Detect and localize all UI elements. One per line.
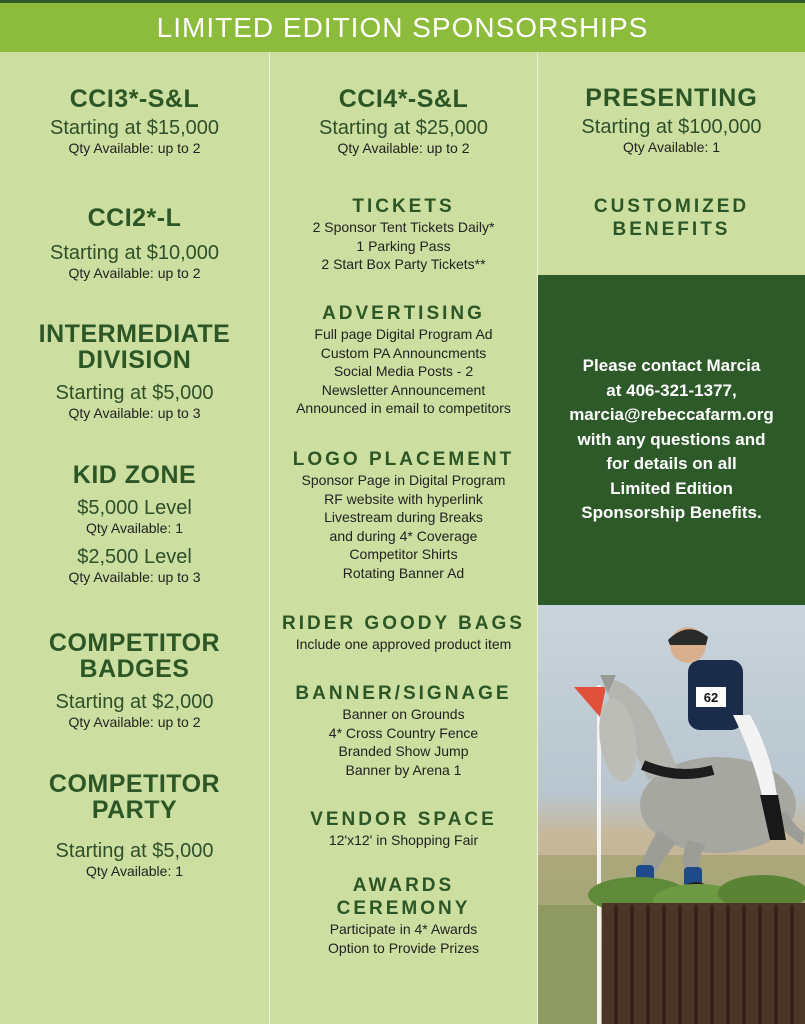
level-price: $5,000 Level: [77, 497, 192, 519]
contact-line: with any questions and: [577, 429, 766, 449]
section-heading: BANNER/SIGNAGE: [295, 683, 512, 704]
sponsor-title: CCI2*-L: [87, 204, 182, 232]
section-banner-signage: [270, 682, 537, 779]
section-item: Option to Provide Prizes: [328, 939, 479, 956]
section-item: Include one approved product item: [295, 636, 512, 652]
level-qty: Qty Available: 1: [85, 520, 184, 536]
sponsor-title-line2: PARTY: [91, 796, 178, 824]
sponsor-price: Starting at $2,000: [55, 691, 214, 713]
section-heading: ADVERTISING: [322, 303, 485, 324]
section-item: Rotating Banner Ad: [342, 564, 465, 581]
section-heading: VENDOR SPACE: [310, 809, 497, 830]
customized-benefits: [538, 195, 805, 241]
benefits-line2: BENEFITS: [612, 219, 731, 240]
section-item: Banner by Arena 1: [345, 761, 462, 778]
section-item: Participate in 4* Awards: [329, 921, 478, 937]
section-heading: TICKETS: [352, 196, 455, 217]
sponsor-qty: Qty Available: 1: [85, 863, 184, 879]
column-left: [0, 52, 269, 1024]
sponsor-qty: Qty Available: up to 2: [68, 714, 201, 730]
contact-text: [569, 354, 774, 526]
section-rider-goody-bags: [270, 612, 537, 654]
section-item: Full page Digital Program Ad: [314, 326, 493, 342]
level-qty: Qty Available: up to 3: [68, 569, 201, 585]
sponsor-presenting: [538, 85, 805, 156]
sponsor-price: Starting at $25,000: [318, 117, 488, 139]
column-divider: [269, 52, 270, 1024]
section-item: Announced in email to competitors: [296, 400, 511, 416]
sponsor-competitor-badges: [0, 630, 269, 731]
section-awards-ceremony: [270, 874, 537, 957]
contact-email[interactable]: marcia@rebeccafarm.org: [569, 405, 774, 425]
section-vendor-space: [270, 808, 537, 850]
sponsor-cci3: [0, 86, 269, 157]
section-tickets: [270, 195, 537, 274]
section-item: Social Media Posts - 2: [333, 363, 474, 379]
page-banner: [0, 3, 805, 52]
section-item: RF website with hyperlink: [324, 490, 483, 507]
grass: [538, 905, 597, 1024]
photo-illustration: [538, 605, 805, 1024]
contact-panel: [538, 275, 805, 605]
sponsor-title: KID ZONE: [72, 461, 197, 489]
sponsor-cci4: [270, 86, 537, 157]
sponsor-competitor-party: [0, 771, 269, 880]
section-item: Banner on Grounds: [342, 706, 465, 722]
bib-number: 62: [703, 690, 719, 705]
column-middle: [270, 52, 537, 1024]
section-item: 1 Parking Pass: [356, 237, 451, 254]
section-heading-line1: AWARDS: [352, 875, 455, 896]
section-item: 4* Cross Country Fence: [328, 724, 479, 741]
sponsor-title-line2: DIVISION: [77, 346, 192, 374]
column-divider: [537, 52, 538, 1024]
sponsor-price: Starting at $5,000: [55, 840, 214, 862]
section-item: 2 Sponsor Tent Tickets Daily*: [312, 219, 495, 235]
section-item: Custom PA Announcments: [320, 344, 487, 361]
section-item: 2 Start Box Party Tickets**: [321, 256, 486, 272]
section-item: Branded Show Jump: [338, 743, 469, 759]
sponsor-qty: Qty Available: 1: [622, 139, 721, 155]
contact-line: Please contact Marcia: [582, 356, 761, 376]
contact-line: Sponsorship Benefits.: [581, 503, 762, 523]
section-item: Newsletter Announcement: [321, 381, 486, 398]
contact-line: for details on all: [606, 454, 737, 474]
section-item: Livestream during Breaks: [324, 509, 483, 525]
section-heading: LOGO PLACEMENT: [292, 449, 515, 470]
sponsor-qty: Qty Available: up to 2: [68, 140, 201, 156]
section-item: Competitor Shirts: [349, 546, 458, 562]
sponsor-qty: Qty Available: up to 2: [68, 265, 201, 281]
sponsor-price: Starting at $15,000: [49, 117, 219, 139]
sponsor-title-line1: COMPETITOR: [48, 770, 221, 798]
benefits-line1: CUSTOMIZED: [593, 196, 750, 217]
banner-title: LIMITED EDITION SPONSORSHIPS: [156, 11, 649, 43]
sponsor-title: CCI4*-S&L: [338, 85, 469, 113]
horse-jump-photo: [538, 605, 805, 1024]
section-heading: RIDER GOODY BAGS: [282, 613, 525, 634]
sponsor-title: CCI3*-S&L: [69, 85, 200, 113]
sponsor-title-line2: BADGES: [79, 655, 190, 683]
section-advertising: [270, 302, 537, 418]
section-item: and during 4* Coverage: [329, 527, 478, 544]
contact-line: at 406-321-1377,: [606, 380, 737, 400]
sponsor-price: Starting at $10,000: [49, 242, 219, 264]
level-price: $2,500 Level: [77, 546, 192, 568]
sponsor-qty: Qty Available: up to 2: [337, 140, 470, 156]
sponsor-cci2: [0, 205, 269, 282]
sponsor-price: Starting at $5,000: [55, 382, 214, 404]
sponsor-kid-zone: [0, 462, 269, 586]
sponsor-title: PRESENTING: [585, 84, 758, 112]
contact-line: Limited Edition: [610, 478, 733, 498]
sponsor-qty: Qty Available: up to 3: [68, 405, 201, 421]
sponsor-title-line1: INTERMEDIATE: [38, 320, 231, 348]
sponsor-intermediate-division: [0, 321, 269, 422]
sponsor-title-line1: COMPETITOR: [48, 629, 221, 657]
section-item: 12'x12' in Shopping Fair: [328, 832, 479, 848]
sponsor-price: Starting at $100,000: [581, 116, 762, 138]
section-item: Sponsor Page in Digital Program: [301, 472, 506, 488]
section-logo-placement: [270, 448, 537, 582]
section-heading-line2: CEREMONY: [336, 898, 471, 919]
